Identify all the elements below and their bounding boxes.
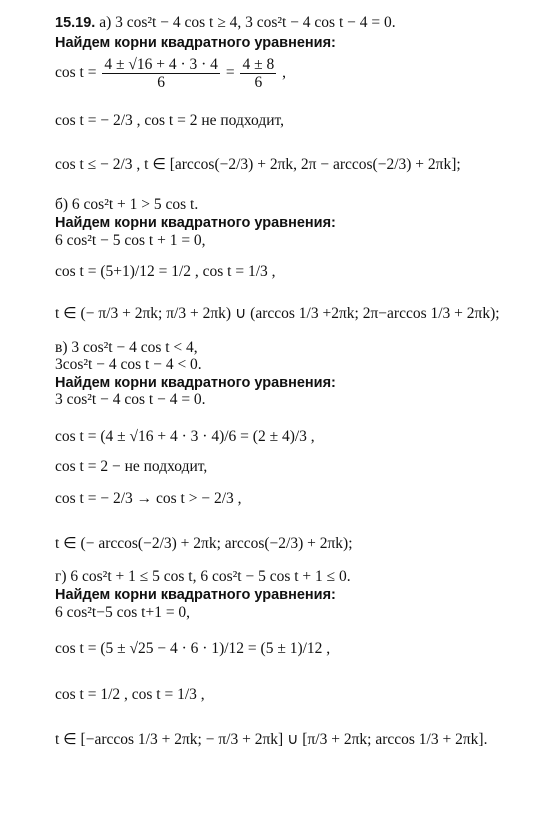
part-g-statement: г) 6 cos²t + 1 ≤ 5 cos t, 6 cos²t − 5 cos t + 1 ≤ 0. [55,568,351,585]
line-v-formula: cos t = (4 ± √16 + 4 · 3 · 4)/6 = (2 ± 4)/3 , [55,428,315,445]
part-v-statement: в) 3 cos²t − 4 cos t < 4, [55,339,198,356]
line-b-equation: 6 cos²t − 5 cos t + 1 = 0, [55,232,206,249]
line-g-solution: t ∈ [−arccos 1/3 + 2πk; − π/3 + 2πk] ∪ [π/3 + 2πk; arccos 1/3 + 2πk]. [55,731,488,748]
find-roots-g: Найдем корни квадратного уравнения: [55,587,336,603]
part-b-statement: б) 6 cos²t + 1 > 5 cos t. [55,196,199,213]
line-b-solution: t ∈ (− π/3 + 2πk; π/3 + 2πk) ∪ (arccos 1/3 +2πk; 2π−arccos 1/3 + 2πk); [55,305,500,322]
problem-number: 15.19. [55,15,96,31]
line-v-equation: 3 cos²t − 4 cos t − 4 = 0. [55,391,206,408]
fraction-simplified: $\frac{4 \pm 8}{6}$ [242,56,275,91]
line-v-solution: t ∈ (− arccos(−2/3) + 2πk; arccos(−2/3) + 2πk); [55,535,353,552]
line-a-solution: cos t ≤ − 2/3 , t ∈ [arccos(−2/3) + 2πk, 2π − arccos(−2/3) + 2πk]; [55,156,461,173]
fraction-discriminant: $\frac{4 \pm √16 + 4 \cdot 3 \cdot 4}{6}$ [104,56,218,91]
line-a-formula: cos t = $\frac{4 \pm √16 + 4 \cdot 3 \cdot 4}{6}$ = $\frac{4 \pm 8}{6}$ , [55,56,286,91]
line-a-head [55,14,396,32]
line-g-equation: 6 cos²t−5 cos t+1 = 0, [55,604,191,621]
line-v-reject: cos t = 2 − не подходит, [55,458,208,475]
line-a-roots: cos t = − 2/3 , cos t = 2 не подходит, [55,112,285,129]
line-b-roots: cos t = (5+1)/12 = 1/2 , cos t = 1/3 , [55,263,276,280]
part-a-statement: а) 3 cos²t − 4 cos t ≥ 4, 3 cos²t − 4 cos t − 4 = 0. [99,14,396,31]
line-v-inequality: 3cos²t − 4 cos t − 4 < 0. [55,356,202,373]
find-roots-v: Найдем корни квадратного уравнения: [55,375,336,391]
find-roots-b: Найдем корни квадратного уравнения: [55,215,336,231]
line-g-roots: cos t = 1/2 , cos t = 1/3 , [55,686,205,703]
line-v-roots: cos t = − 2/3 → cos t > − 2/3 , [55,490,242,507]
line-g-formula: cos t = (5 ± √25 − 4 · 6 · 1)/12 = (5 ± 1)/12 , [55,640,331,657]
find-roots-a: Найдем корни квадратного уравнения: [55,35,336,51]
lhs-cos-t: cos t = [55,64,97,82]
